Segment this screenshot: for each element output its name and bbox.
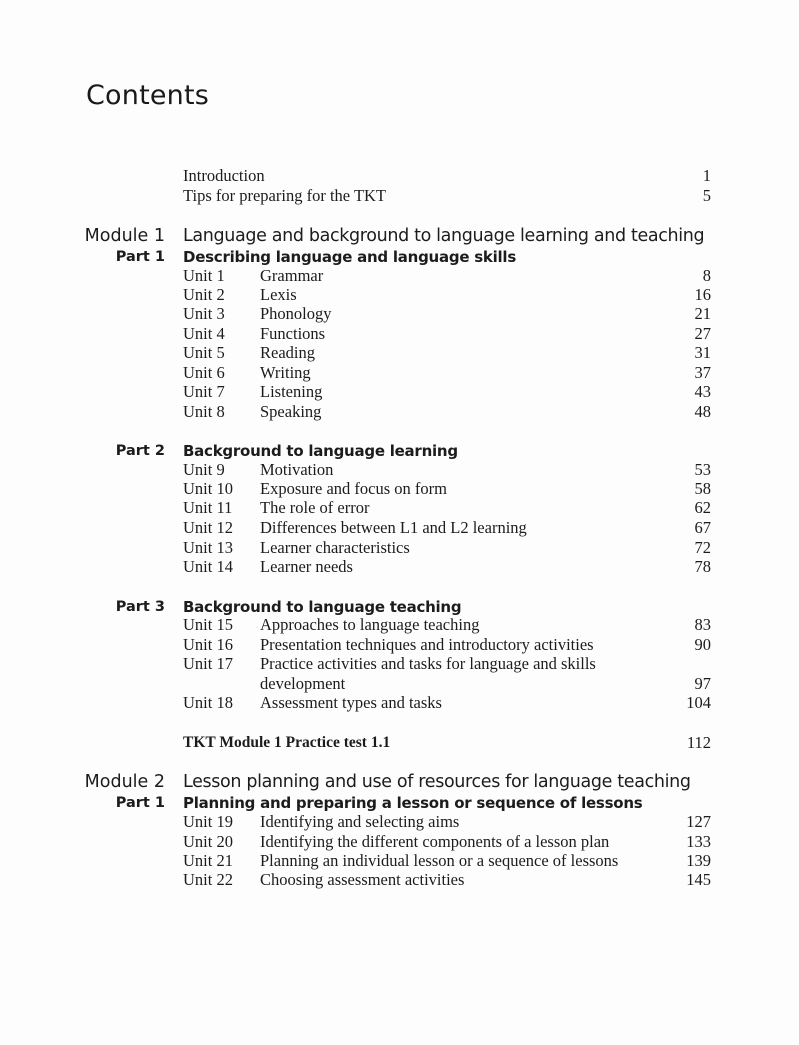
- unit-label: Unit 19: [183, 812, 233, 831]
- module-2-part-1-label: Part 1: [115, 795, 165, 811]
- toc-unit-row: [0, 851, 799, 871]
- page-number: 78: [694, 557, 711, 576]
- unit-label: Unit 22: [183, 870, 233, 889]
- module-1-part-3-title: Background to language teaching: [183, 598, 462, 616]
- page-number: 72: [694, 538, 711, 557]
- unit-topic: Functions: [260, 324, 326, 343]
- toc-unit-row: [0, 635, 799, 655]
- unit-label: Unit 4: [183, 324, 225, 343]
- toc-unit-row: [0, 870, 799, 890]
- page-number: 1: [702, 166, 711, 185]
- toc-unit-row: [0, 479, 799, 499]
- toc-unit-row: [0, 654, 799, 674]
- page-number: 139: [686, 851, 711, 870]
- toc-unit-row: [0, 382, 799, 402]
- unit-label: Unit 10: [183, 479, 233, 498]
- page-number: 90: [694, 635, 711, 654]
- unit-topic: Choosing assessment activities: [260, 870, 465, 889]
- toc-unit-row: [0, 402, 799, 422]
- unit-label: Unit 20: [183, 832, 233, 851]
- page-number: 8: [702, 266, 711, 285]
- page-number: 104: [686, 693, 711, 712]
- page-number: 127: [686, 812, 711, 831]
- module-1-part-2-label: Part 2: [115, 443, 165, 459]
- unit-topic: Approaches to language teaching: [260, 615, 480, 634]
- unit-topic: Identifying the different components of a lesson plan: [260, 832, 610, 851]
- unit-label: Unit 12: [183, 518, 233, 537]
- unit-topic: Exposure and focus on form: [260, 479, 447, 498]
- toc-entry-tips: [0, 186, 799, 206]
- unit-topic-continued: development: [260, 674, 346, 693]
- module-1-part-1-title: Describing language and language skills: [183, 248, 516, 266]
- unit-topic: Assessment types and tasks: [260, 693, 442, 712]
- page-number: 67: [694, 518, 711, 537]
- page-number: 53: [694, 460, 711, 479]
- page-title: Contents: [86, 80, 210, 111]
- toc-unit-row: [0, 363, 799, 383]
- page-number: 58: [694, 479, 711, 498]
- module-1-title: Language and background to language learning and teaching: [183, 226, 705, 246]
- module-2-label: Module 2: [84, 772, 165, 792]
- page-number: 133: [686, 832, 711, 851]
- unit-label: Unit 5: [183, 343, 225, 362]
- page-number: 97: [694, 674, 711, 693]
- unit-label: Unit 18: [183, 693, 233, 712]
- module-1-part-3-label: Part 3: [115, 599, 165, 615]
- page-number: 27: [694, 324, 711, 343]
- unit-label: Unit 16: [183, 635, 233, 654]
- toc-unit-row: [0, 832, 799, 852]
- toc-unit-row-continued: [0, 674, 799, 694]
- unit-label: Unit 2: [183, 285, 225, 304]
- unit-topic: Practice activities and tasks for language and skills: [260, 654, 596, 673]
- module-2-part-1-title: Planning and preparing a lesson or sequence of lessons: [183, 794, 643, 812]
- unit-label: Unit 1: [183, 266, 225, 285]
- toc-unit-row: [0, 518, 799, 538]
- entry-label: TKT Module 1 Practice test 1.1: [183, 734, 391, 751]
- toc-unit-row: [0, 693, 799, 713]
- module-1-part-1-label: Part 1: [115, 249, 165, 265]
- unit-label: Unit 8: [183, 402, 225, 421]
- page-number: 5: [702, 186, 711, 205]
- toc-unit-row: [0, 538, 799, 558]
- toc-unit-row: [0, 266, 799, 286]
- unit-label: Unit 9: [183, 460, 225, 479]
- unit-label: Unit 14: [183, 557, 233, 576]
- page-number: 62: [694, 498, 711, 517]
- toc-unit-row: [0, 460, 799, 480]
- unit-topic: Differences between L1 and L2 learning: [260, 518, 527, 537]
- unit-label: Unit 21: [183, 851, 233, 870]
- toc-unit-row: [0, 285, 799, 305]
- unit-label: Unit 17: [183, 654, 233, 673]
- page-number: 83: [694, 615, 711, 634]
- unit-topic: Speaking: [260, 402, 322, 421]
- unit-topic: Presentation techniques and introductory activities: [260, 635, 594, 654]
- unit-label: Unit 15: [183, 615, 233, 634]
- unit-label: Unit 6: [183, 363, 225, 382]
- page-number: 145: [686, 870, 711, 889]
- toc-unit-row: [0, 343, 799, 363]
- unit-topic: Phonology: [260, 304, 332, 323]
- module-1-label: Module 1: [84, 226, 165, 246]
- page-number: 31: [694, 343, 711, 362]
- entry-label: Tips for preparing for the TKT: [183, 186, 387, 205]
- unit-topic: The role of error: [260, 498, 370, 517]
- unit-topic: Motivation: [260, 460, 334, 479]
- toc-unit-row: [0, 304, 799, 324]
- unit-topic: Lexis: [260, 285, 297, 304]
- unit-topic: Listening: [260, 382, 323, 401]
- unit-topic: Planning an individual lesson or a sequence of lessons: [260, 851, 619, 870]
- unit-topic: Learner needs: [260, 557, 353, 576]
- page-number: 16: [694, 285, 711, 304]
- page-number: 21: [694, 304, 711, 323]
- unit-topic: Learner characteristics: [260, 538, 410, 557]
- unit-label: Unit 13: [183, 538, 233, 557]
- toc-unit-row: [0, 557, 799, 577]
- toc-unit-row: [0, 498, 799, 518]
- module-2-title: Lesson planning and use of resources for language teaching: [183, 772, 691, 792]
- page-number: 37: [694, 363, 711, 382]
- toc-unit-row: [0, 324, 799, 344]
- unit-topic: Reading: [260, 343, 315, 362]
- page-number: 48: [694, 402, 711, 421]
- toc-unit-row: [0, 615, 799, 635]
- page-number: 112: [686, 733, 711, 752]
- module-1-part-2-title: Background to language learning: [183, 442, 458, 460]
- unit-topic: Identifying and selecting aims: [260, 812, 460, 831]
- page-number: 43: [694, 382, 711, 401]
- unit-topic: Writing: [260, 363, 311, 382]
- toc-entry-introduction: [0, 166, 799, 186]
- toc-entry-practice-test: [0, 733, 799, 753]
- entry-label: Introduction: [183, 166, 265, 185]
- unit-label: Unit 7: [183, 382, 225, 401]
- unit-label: Unit 3: [183, 304, 225, 323]
- toc-unit-row: [0, 812, 799, 832]
- unit-topic: Grammar: [260, 266, 324, 285]
- unit-label: Unit 11: [183, 498, 233, 517]
